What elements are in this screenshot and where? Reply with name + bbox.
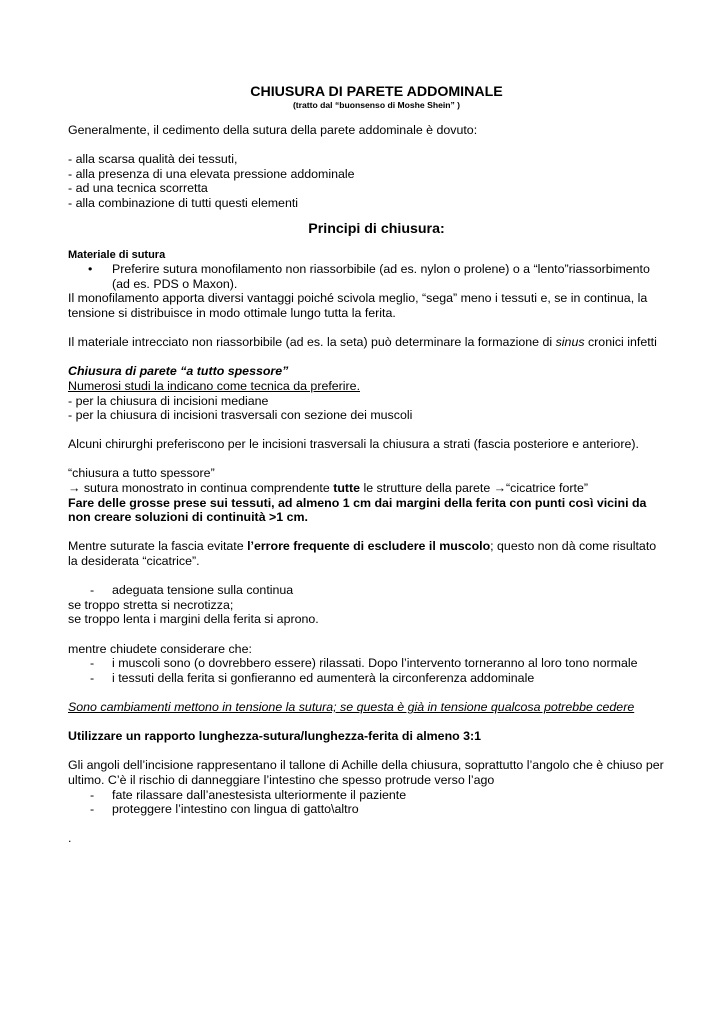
text-run: sutura monostrato in continua comprendente xyxy=(83,481,334,496)
paragraph: mentre chiudete considerare che: xyxy=(68,641,252,656)
dash-marker: - xyxy=(90,670,95,685)
paragraph: Il monofilamento apporta diversi vantaggi poiché scivola meglio, “sega” meno i tessuti e, se in continua, la xyxy=(68,291,648,306)
dash-item xyxy=(68,671,685,686)
arrow-line xyxy=(68,481,685,496)
chiusura-heading: Chiusura di parete “a tutto spessore” xyxy=(68,364,289,379)
dash-item-text: proteggere l’intestino con lingua di gatto\altro xyxy=(112,802,359,817)
dash-marker: - xyxy=(90,583,95,598)
cause-item: - alla combinazione di tutti questi elementi xyxy=(68,195,299,210)
cause-item: - ad una tecnica scorretta xyxy=(68,181,208,196)
bold-text: tutte xyxy=(333,481,361,496)
text-run: Il materiale intrecciato non riassorbibile (ad es. la seta) può determinare la formazione di xyxy=(68,335,556,350)
paragraph: ultimo. C’è il rischio di danneggiare l’intestino che spesso protrude verso l’ago xyxy=(68,772,495,787)
underlined-line: Numerosi studi la indicano come tecnica da preferire. xyxy=(68,378,361,393)
paragraph: se troppo lenta i margini della ferita si aprono. xyxy=(68,612,319,627)
paragraph: Gli angoli dell’incisione rappresentano il tallone di Achille della chiusura, soprattutto l’angolo che è chiuso per xyxy=(68,758,664,773)
rapporto-line: Utilizzare un rapporto lunghezza-sutura/lunghezza-ferita di almeno 3:1 xyxy=(68,729,482,744)
intro-line: Generalmente, il cedimento della sutura della parete addominale è dovuto: xyxy=(68,123,478,137)
document-subtitle: (tratto dal “buonsenso di Moshe Shein” ) xyxy=(292,100,461,110)
materiale-heading: Materiale di sutura xyxy=(68,248,166,261)
dash-marker: - xyxy=(90,787,95,802)
paragraph: se troppo stretta si necrotizza; xyxy=(68,597,234,612)
text-run: Mentre suturate la fascia evitate xyxy=(68,539,248,554)
section-title: Principi di chiusura: xyxy=(308,220,445,237)
dash-item-text: adeguata tensione sulla continua xyxy=(112,583,294,598)
dash-item-text: fate rilassare dall’anestesista ulteriormente il paziente xyxy=(112,787,407,802)
dash-item xyxy=(68,788,685,803)
paragraph xyxy=(68,539,685,554)
dash-marker: - xyxy=(90,656,95,671)
cause-item: - alla scarsa qualità dei tessuti, xyxy=(68,152,238,167)
bullet-marker: • xyxy=(88,262,93,277)
text-run: le strutture della parete xyxy=(360,481,494,496)
paragraph: Alcuni chirurghi preferiscono per le incisioni trasversali la chiusura a strati (fascia posteriore e anteriore). xyxy=(68,437,639,452)
note-line: Sono cambiamenti mettono in tensione la sutura; se questa è già in tensione qualcosa potrebbe cedere xyxy=(68,699,635,714)
dash-marker: - xyxy=(90,802,95,817)
text-run: “cicatrice forte” xyxy=(506,481,588,496)
bold-paragraph: non creare soluzioni di continuità >1 cm. xyxy=(68,510,308,525)
list-item: - per la chiusura di incisioni trasversali con sezione dei muscoli xyxy=(68,408,413,423)
text-run: ; questo non dà come risultato xyxy=(490,539,657,554)
list-item: - per la chiusura di incisioni mediane xyxy=(68,393,269,408)
end-mark: . xyxy=(68,831,72,846)
arrow-icon: → xyxy=(493,481,507,496)
bold-paragraph: Fare delle grosse prese sui tessuti, ad almeno 1 cm dai margini della ferita con punti così vicini da xyxy=(68,495,647,510)
text-run: cronici infetti xyxy=(584,335,657,350)
bullet-item xyxy=(68,262,685,291)
cause-item: - alla presenza di una elevata pressione addominale xyxy=(68,166,355,181)
dash-item xyxy=(68,583,685,598)
dash-item-text: i tessuti della ferita si gonfieranno ed aumenterà la circonferenza addominale xyxy=(112,670,535,685)
dash-item-text: i muscoli sono (o dovrebbero essere) rilassati. Dopo l’intervento torneranno al loro tono normale xyxy=(112,656,638,671)
quote-line: “chiusura a tutto spessore” xyxy=(68,466,215,481)
dash-item xyxy=(68,802,685,817)
document-title: CHIUSURA DI PARETE ADDOMINALE xyxy=(250,84,503,100)
dash-item xyxy=(68,656,685,671)
bullet-text: (ad es. PDS o Maxon). xyxy=(112,276,238,291)
paragraph: la desiderata “cicatrice”. xyxy=(68,554,200,569)
paragraph xyxy=(68,335,685,350)
bullet-text: Preferire sutura monofilamento non riassorbibile (ad es. nylon o prolene) o a “lento”riassorbimento xyxy=(112,262,650,277)
bold-text: l’errore frequente di escludere il muscolo xyxy=(247,539,491,554)
arrow-icon: → xyxy=(68,481,81,496)
emphasis-text: sinus xyxy=(555,335,585,350)
causes-list xyxy=(68,152,685,210)
paragraph: tensione si distribuisce in modo ottimale lungo tutta la ferita. xyxy=(68,305,396,320)
